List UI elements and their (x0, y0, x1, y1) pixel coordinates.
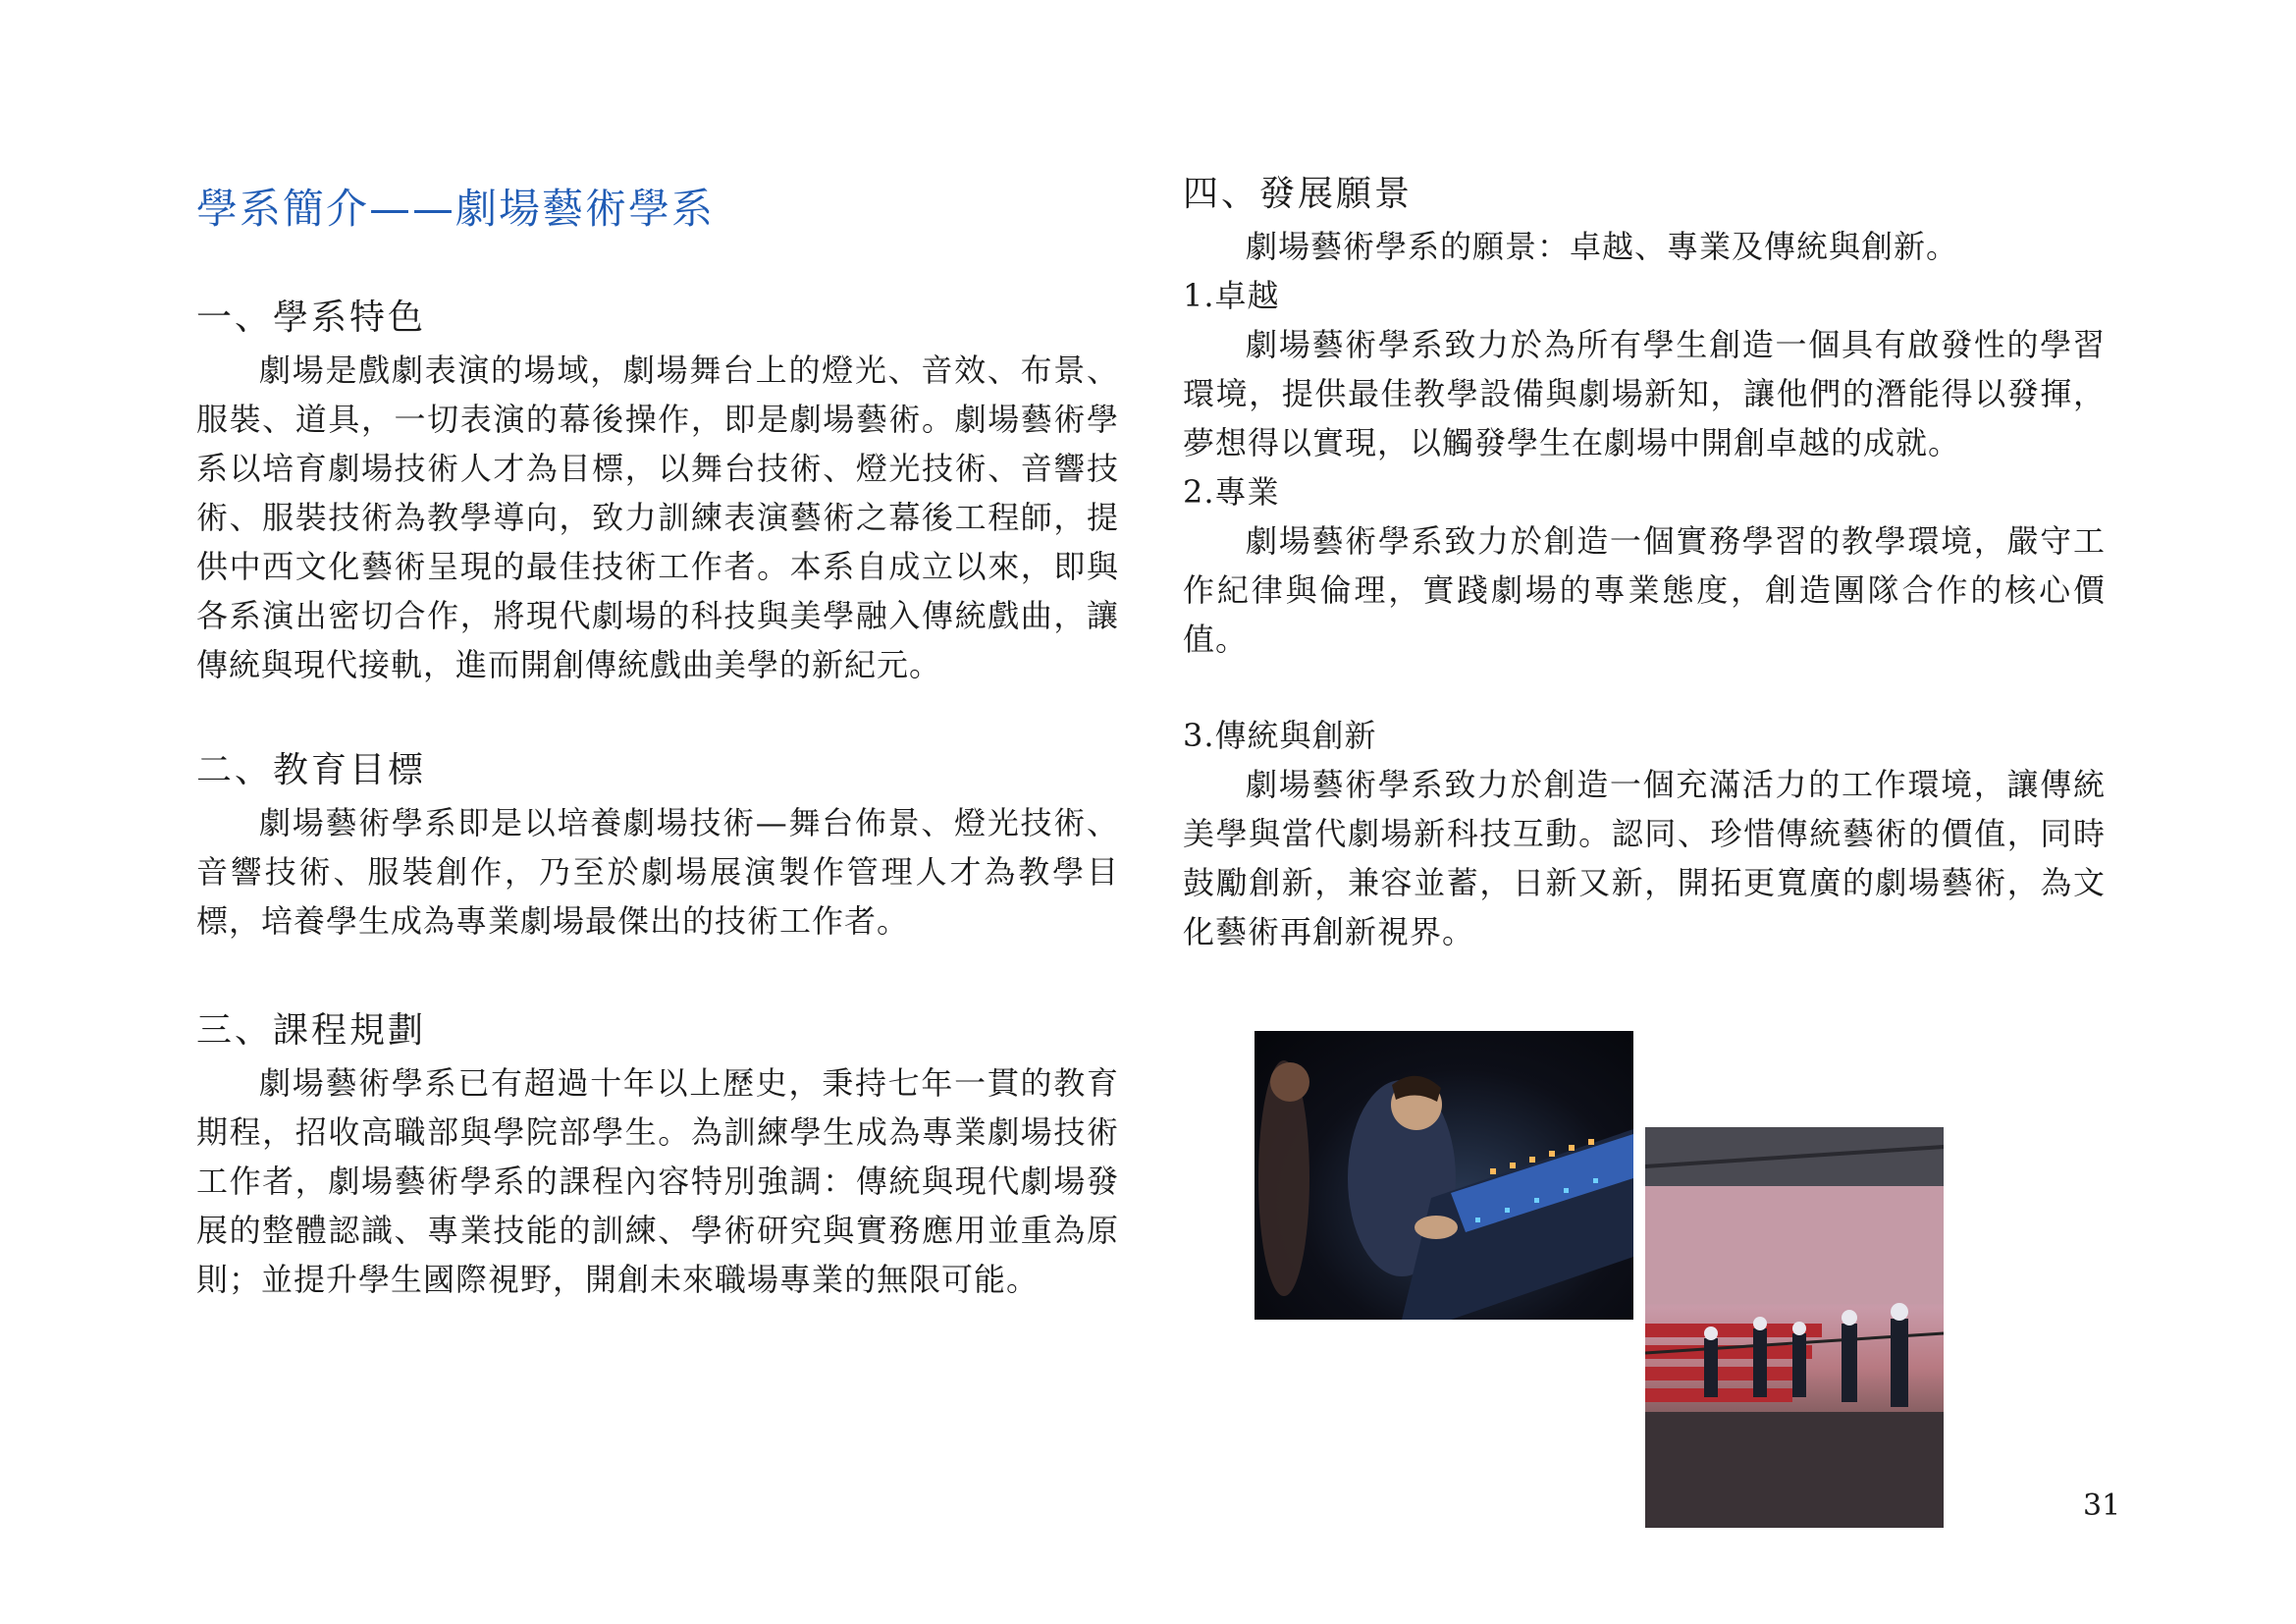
sound-console-photo (1255, 1031, 1633, 1320)
left-column-3 (196, 1003, 1119, 1304)
theatre-stage-illustration (1645, 1127, 1944, 1528)
vision-item-body-professional: 劇場藝術學系致力於創造一個實務學習的教學環境，嚴守工作紀律與倫理，實踐劇場的專業態度，創造團隊合作的核心價值。 (1183, 522, 2106, 658)
section-heading-vision: 四、發展願景 (1183, 174, 1414, 214)
vision-item-body-excellence: 劇場藝術學系致力於為所有學生創造一個具有啟發性的學習環境，提供最佳教學設備與劇場新知，讓他們的潛能得以發揮，夢想得以實現，以觸發學生在劇場中開創卓越的成就。 (1183, 326, 2106, 461)
vision-item-title-excellence: 1.卓越 (1183, 277, 1280, 314)
page-title: 學系簡介——劇場藝術學系 (196, 185, 716, 233)
right-column (1183, 167, 2106, 664)
sound-console-illustration (1255, 1031, 1633, 1320)
left-column (196, 291, 1119, 689)
vision-item-title-professional: 2.專業 (1183, 473, 1280, 511)
vision-item-body-innovation: 劇場藝術學系致力於創造一個充滿活力的工作環境，讓傳統美學與當代劇場新科技互動。認同、珍惜傳統藝術的價值，同時鼓勵創新，兼容並蓄，日新又新，開拓更寬廣的劇場藝術，為文化藝術再創新視界。 (1183, 766, 2106, 950)
theatre-stage-photo (1645, 1127, 1944, 1528)
vision-item-title-innovation: 3.傳統與創新 (1183, 717, 1377, 754)
section-heading-features: 一、學系特色 (196, 298, 427, 338)
section-heading-goals: 二、教育目標 (196, 750, 427, 790)
section-heading-curriculum: 三、課程規劃 (196, 1010, 427, 1051)
section-body-curriculum: 劇場藝術學系已有超過十年以上歷史，秉持七年一貫的教育期程，招收高職部與學院部學生。為訓練學生成為專業劇場技術工作者，劇場藝術學系的課程內容特別強調：傳統與現代劇場發展的整體認識、專業技能的訓練、學術研究與實務應用並重為原則；並提升學生國際視野，開創未來職場專業的無限可能。 (196, 1064, 1119, 1298)
right-column-2 (1183, 711, 2106, 956)
page-number: 31 (2083, 1489, 2121, 1523)
left-column-2 (196, 743, 1119, 946)
section-body-features: 劇場是戲劇表演的場域，劇場舞台上的燈光、音效、布景、服裝、道具，一切表演的幕後操作，即是劇場藝術。劇場藝術學系以培育劇場技術人才為目標，以舞台技術、燈光技術、音響技術、服裝技術為教學導向，致力訓練表演藝術之幕後工程師，提供中西文化藝術呈現的最佳技術工作者。本系自成立以來，即與各系演出密切合作，將現代劇場的科技與美學融入傳統戲曲，讓傳統與現代接軌，進而開創傳統戲曲美學的新紀元。 (196, 352, 1119, 683)
vision-intro: 劇場藝術學系的願景：卓越、專業及傳統與創新。 (1246, 228, 1959, 265)
section-body-goals: 劇場藝術學系即是以培養劇場技術—舞台佈景、燈光技術、音響技術、服裝創作，乃至於劇場展演製作管理人才為教學目標，培養學生成為專業劇場最傑出的技術工作者。 (196, 804, 1119, 940)
